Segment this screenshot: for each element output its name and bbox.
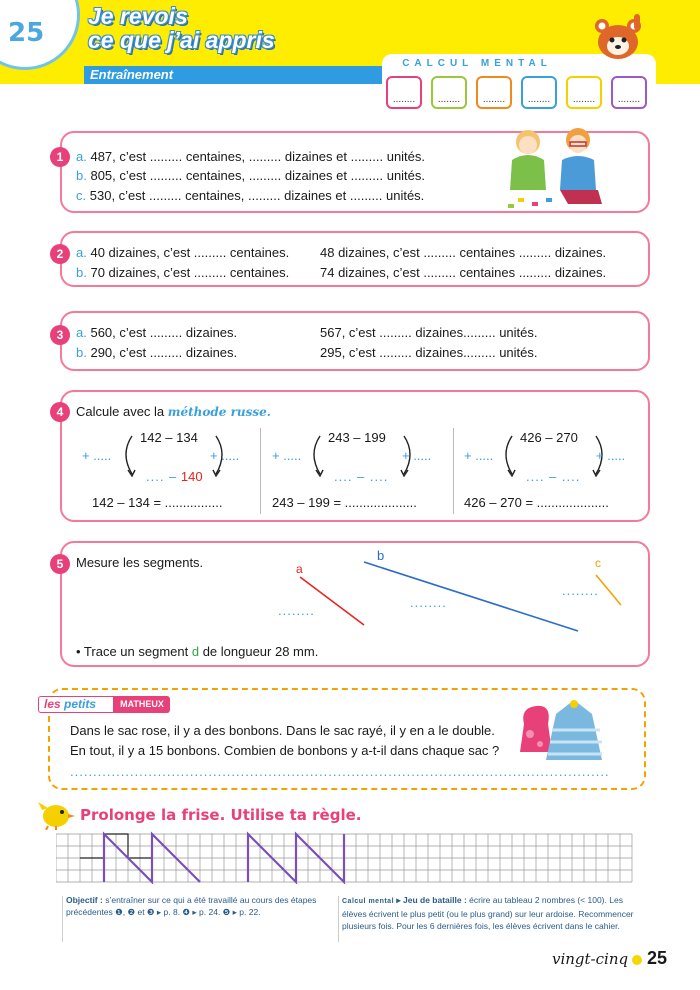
trace-d: d bbox=[191, 644, 200, 659]
page-number: 25 bbox=[647, 948, 668, 968]
row-label: b. bbox=[76, 168, 87, 183]
ru3-top: 426 – 270 bbox=[520, 430, 578, 445]
segment-b-answer[interactable]: ........ bbox=[410, 595, 447, 610]
footer-calcul-mental bbox=[342, 894, 642, 932]
column-separator bbox=[453, 428, 454, 514]
matheux-tag: MATHEUX bbox=[114, 696, 170, 713]
trace-pre: • Trace un segment bbox=[76, 644, 192, 659]
row-text: 805, c’est ......... centaines, ......... dizaines et ......... unités. bbox=[90, 168, 426, 183]
ru3-bottom[interactable]: .... – .... bbox=[526, 469, 581, 484]
frise-instruction: Prolonge la frise. Utilise ta règle. bbox=[80, 806, 362, 824]
row-label: a. bbox=[76, 149, 87, 164]
ex1-row-b[interactable] bbox=[76, 168, 425, 183]
row-text: 487, c’est ......... centaines, ......... dizaines et ......... unités. bbox=[90, 149, 426, 164]
ex3-row-a-left[interactable] bbox=[76, 325, 237, 340]
objectif-text: s’entraîner sur ce qui a été travaillé au cours des étapes précédentes ❶, ❷ et ❸ ▸ p. 8. ❹ ▸ p. 24. ❺ ▸ p. 22. bbox=[66, 895, 317, 917]
exercise-3-frame bbox=[60, 311, 650, 371]
calcul-mental-box-2[interactable]: ........ bbox=[431, 76, 467, 109]
trace-instruction bbox=[76, 644, 318, 659]
problem-answer-line[interactable]: ..................................................................................................................... bbox=[70, 764, 610, 779]
exercise-1-number: 1 bbox=[50, 147, 70, 167]
ru2-top: 243 – 199 bbox=[328, 430, 386, 445]
page-word: vingt-cinq bbox=[552, 950, 629, 968]
ru3-plus-left[interactable]: + ..... bbox=[464, 448, 494, 463]
ex1-row-c[interactable] bbox=[76, 188, 424, 203]
segment-c-answer[interactable]: ........ bbox=[562, 583, 599, 598]
ru1-plus-right[interactable]: + ..... bbox=[210, 448, 240, 463]
segment-a-label: a bbox=[296, 562, 303, 576]
instruction-text: Calcule avec la bbox=[76, 404, 168, 419]
title-line-1: Je revois bbox=[88, 3, 188, 29]
calcul-mental-box-5[interactable]: ........ bbox=[566, 76, 602, 109]
ru1-bottom[interactable] bbox=[146, 469, 203, 484]
exercise-2-number: 2 bbox=[50, 244, 70, 264]
footer-divider-right bbox=[338, 896, 339, 942]
calcul-mental-box-3[interactable]: ........ bbox=[476, 76, 512, 109]
footer-objectif bbox=[66, 894, 332, 918]
ex2-row-b-left[interactable] bbox=[76, 265, 289, 280]
segment-b bbox=[364, 562, 578, 631]
subtitle: Entraînement bbox=[90, 67, 174, 82]
ru2-plus-right[interactable]: + ..... bbox=[402, 448, 432, 463]
ru3-equation[interactable]: 426 – 270 = .................... bbox=[464, 495, 609, 510]
row-text: 530, c’est ......... centaines, ......... dizaines et ......... unités. bbox=[89, 188, 425, 203]
row-label: b. bbox=[76, 345, 87, 360]
red-panda-mascot-icon bbox=[590, 12, 646, 62]
calcul-mental-box-4[interactable]: ........ bbox=[521, 76, 557, 109]
calcul-mental-box-6[interactable]: ........ bbox=[611, 76, 647, 109]
exercise-5-number: 5 bbox=[50, 554, 70, 574]
page-title bbox=[88, 4, 348, 52]
row-label: c. bbox=[76, 188, 87, 203]
ru1-top: 142 – 134 bbox=[140, 430, 198, 445]
ru1-plus-left[interactable]: + ..... bbox=[82, 448, 112, 463]
row-text: 560, c’est ......... dizaines. bbox=[90, 325, 238, 340]
ru2-equation[interactable]: 243 – 199 = .................... bbox=[272, 495, 417, 510]
petits-matheux-tag bbox=[38, 696, 114, 713]
ru3-plus-right[interactable]: + ..... bbox=[596, 448, 626, 463]
exercise-4-number: 4 bbox=[50, 402, 70, 422]
lesson-number: 25 bbox=[8, 18, 45, 48]
segment-c bbox=[596, 575, 621, 605]
column-separator bbox=[260, 428, 261, 514]
ex4-instruction bbox=[76, 404, 271, 419]
calcul-mental-title: CALCUL MENTAL bbox=[402, 58, 552, 69]
bottom-blank: .... – bbox=[146, 469, 178, 484]
ex2-row-b-right[interactable]: 74 dizaines, c’est ......... centaines ......... dizaines. bbox=[320, 265, 607, 280]
segment-c-label: c bbox=[595, 556, 601, 570]
row-text: 290, c’est ......... dizaines. bbox=[90, 345, 238, 360]
cm-label: Calcul mental bbox=[342, 898, 395, 905]
ru2-bottom[interactable]: .... – .... bbox=[334, 469, 389, 484]
ex3-row-a-right[interactable]: 567, c’est ......... dizaines......... unités. bbox=[320, 325, 538, 340]
objectif-label: Objectif : bbox=[66, 895, 103, 905]
calcul-mental-box-1[interactable]: ........ bbox=[386, 76, 422, 109]
trace-post: de longueur 28 mm. bbox=[199, 644, 319, 659]
ex2-row-a-right[interactable]: 48 dizaines, c’est ......... centaines ......... dizaines. bbox=[320, 245, 607, 260]
page-dot bbox=[632, 955, 642, 965]
footer-divider-left bbox=[62, 896, 63, 942]
row-label: a. bbox=[76, 325, 87, 340]
ex2-row-a-left[interactable] bbox=[76, 245, 289, 260]
frise-grid[interactable] bbox=[56, 828, 656, 884]
row-text: 40 dizaines, c’est ......... centaines. bbox=[90, 245, 290, 260]
row-label: b. bbox=[76, 265, 87, 280]
problem-line-1: Dans le sac rose, il y a des bonbons. Dans le sac rayé, il y en a le double. bbox=[70, 723, 495, 738]
ex3-row-b-left[interactable] bbox=[76, 345, 237, 360]
ru1-equation[interactable]: 142 – 134 = ................ bbox=[92, 495, 223, 510]
row-label: a. bbox=[76, 245, 87, 260]
title-line-2: ce que j’ai appris bbox=[88, 27, 275, 53]
tag-les: les bbox=[44, 697, 61, 711]
segment-b-label: b bbox=[377, 548, 385, 563]
cm-text: écrire au tableau 2 nombres (< 100). Les élèves écrivent le plus petit (ou le plus grand) sur leur ardoise. Recommencer plusieurs fois. Pour les 6 dernières fois, les élèves écrivent dans le cahier. bbox=[342, 895, 634, 931]
ru2-plus-left[interactable]: + ..... bbox=[272, 448, 302, 463]
problem-line-2: En tout, il y a 15 bonbons. Combien de bonbons y a-t-il dans chaque sac ? bbox=[70, 743, 500, 758]
candy-bags-illustration bbox=[516, 694, 616, 768]
exercise-3-number: 3 bbox=[50, 325, 70, 345]
ex3-row-b-right[interactable]: 295, c’est ......... dizaines......... unités. bbox=[320, 345, 538, 360]
tag-petits: petits bbox=[64, 697, 97, 711]
children-playing-illustration bbox=[498, 120, 616, 212]
bottom-value: 140 bbox=[180, 469, 203, 484]
row-text: 70 dizaines, c’est ......... centaines. bbox=[90, 265, 290, 280]
segment-a-answer[interactable]: ........ bbox=[278, 603, 315, 618]
ex5-instruction: Mesure les segments. bbox=[76, 555, 204, 570]
ex1-row-a[interactable] bbox=[76, 149, 425, 164]
bird-mascot-icon bbox=[36, 796, 76, 830]
cm-game: ▸ Jeu de bataille : bbox=[394, 895, 467, 905]
method-name: méthode russe. bbox=[167, 405, 271, 419]
